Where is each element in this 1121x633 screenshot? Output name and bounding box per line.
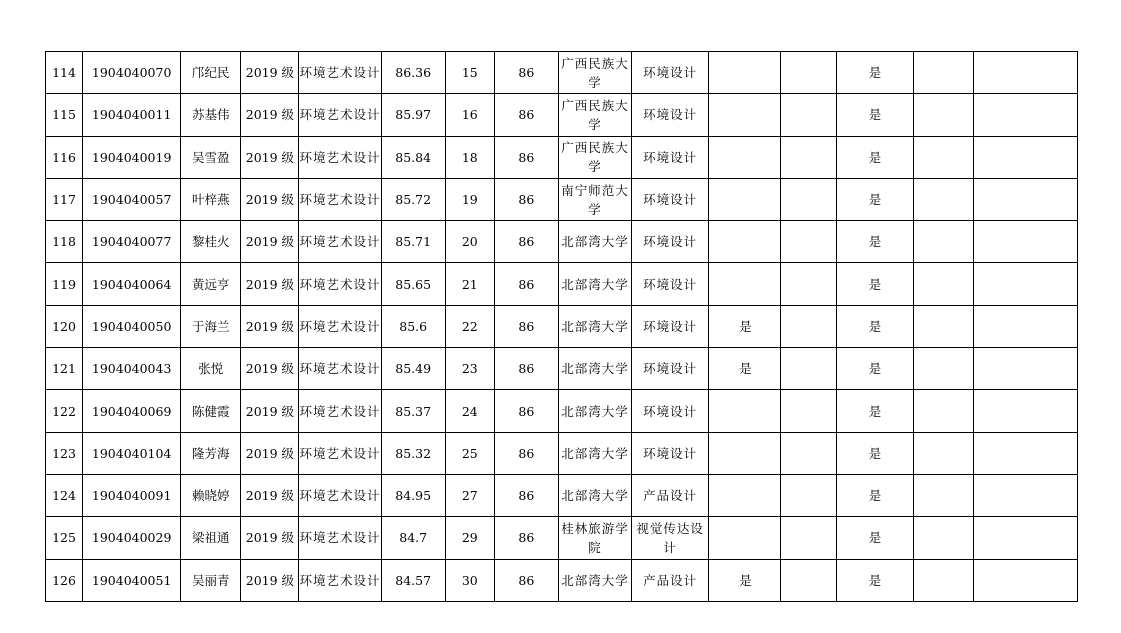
total-count-cell: 86 (494, 390, 558, 432)
original-major-cell: 环境艺术设计 (299, 52, 381, 94)
table-row (46, 517, 1078, 559)
flag-cell-5 (973, 474, 1077, 516)
row-number-cell: 120 (46, 305, 83, 347)
score-cell: 85.49 (381, 348, 445, 390)
original-major-cell: 环境艺术设计 (299, 221, 381, 263)
flag-cell-3: 是 (837, 52, 913, 94)
flag-cell-4 (913, 221, 973, 263)
grade-cell: 2019 级 (241, 263, 299, 305)
row-number-cell: 114 (46, 52, 83, 94)
student-name-cell: 隆芳海 (181, 432, 241, 474)
flag-cell-4 (913, 390, 973, 432)
flag-cell-5 (973, 263, 1077, 305)
target-college-cell: 北部湾大学 (558, 390, 631, 432)
total-count-cell: 86 (494, 136, 558, 178)
table-row (46, 390, 1078, 432)
rank-cell: 30 (445, 559, 494, 601)
table-row (46, 305, 1078, 347)
rank-cell: 24 (445, 390, 494, 432)
rank-cell: 21 (445, 263, 494, 305)
table-row (46, 136, 1078, 178)
flag-cell-4 (913, 474, 973, 516)
rank-cell: 25 (445, 432, 494, 474)
rank-cell: 15 (445, 52, 494, 94)
row-number-cell: 119 (46, 263, 83, 305)
student-name-cell: 吴雪盈 (181, 136, 241, 178)
grade-cell: 2019 级 (241, 178, 299, 220)
flag-cell-4 (913, 432, 973, 474)
target-major-cell: 产品设计 (632, 559, 709, 601)
grade-cell: 2019 级 (241, 305, 299, 347)
student-id-cell: 1904040029 (83, 517, 181, 559)
score-cell: 85.65 (381, 263, 445, 305)
score-cell: 84.7 (381, 517, 445, 559)
row-number-cell: 123 (46, 432, 83, 474)
student-id-cell: 1904040069 (83, 390, 181, 432)
grade-cell: 2019 级 (241, 52, 299, 94)
student-id-cell: 1904040043 (83, 348, 181, 390)
student-name-cell: 赖晓婷 (181, 474, 241, 516)
table-row (46, 52, 1078, 94)
flag-cell-4 (913, 348, 973, 390)
student-name-cell: 黄远亨 (181, 263, 241, 305)
flag-cell-4 (913, 263, 973, 305)
total-count-cell: 86 (494, 474, 558, 516)
flag-cell-5 (973, 221, 1077, 263)
flag-cell-3: 是 (837, 517, 913, 559)
score-cell: 85.6 (381, 305, 445, 347)
flag-cell-2 (781, 52, 837, 94)
student-name-cell: 梁祖通 (181, 517, 241, 559)
grade-cell: 2019 级 (241, 221, 299, 263)
flag-cell-5 (973, 559, 1077, 601)
grade-cell: 2019 级 (241, 559, 299, 601)
target-college-cell: 桂林旅游学院 (558, 517, 631, 559)
table-row (46, 178, 1078, 220)
flag-cell-5 (973, 432, 1077, 474)
flag-cell-1 (709, 263, 781, 305)
student-id-cell: 1904040057 (83, 178, 181, 220)
rank-cell: 22 (445, 305, 494, 347)
flag-cell-1 (709, 221, 781, 263)
flag-cell-2 (781, 136, 837, 178)
student-id-cell: 1904040070 (83, 52, 181, 94)
row-number-cell: 125 (46, 517, 83, 559)
flag-cell-4 (913, 136, 973, 178)
flag-cell-1: 是 (709, 305, 781, 347)
row-number-cell: 117 (46, 178, 83, 220)
flag-cell-1: 是 (709, 348, 781, 390)
flag-cell-1 (709, 390, 781, 432)
target-college-cell: 北部湾大学 (558, 432, 631, 474)
student-id-cell: 1904040050 (83, 305, 181, 347)
flag-cell-3: 是 (837, 390, 913, 432)
target-college-cell: 北部湾大学 (558, 221, 631, 263)
target-major-cell: 环境设计 (632, 348, 709, 390)
flag-cell-2 (781, 348, 837, 390)
grade-cell: 2019 级 (241, 390, 299, 432)
student-id-cell: 1904040019 (83, 136, 181, 178)
original-major-cell: 环境艺术设计 (299, 474, 381, 516)
flag-cell-5 (973, 348, 1077, 390)
student-id-cell: 1904040011 (83, 94, 181, 136)
target-major-cell: 环境设计 (632, 136, 709, 178)
flag-cell-2 (781, 221, 837, 263)
flag-cell-2 (781, 178, 837, 220)
flag-cell-1 (709, 136, 781, 178)
student-roster-table (45, 51, 1078, 602)
row-number-cell: 122 (46, 390, 83, 432)
flag-cell-5 (973, 178, 1077, 220)
flag-cell-2 (781, 517, 837, 559)
original-major-cell: 环境艺术设计 (299, 178, 381, 220)
target-college-cell: 北部湾大学 (558, 348, 631, 390)
rank-cell: 19 (445, 178, 494, 220)
original-major-cell: 环境艺术设计 (299, 390, 381, 432)
flag-cell-4 (913, 517, 973, 559)
table-row (46, 474, 1078, 516)
flag-cell-3: 是 (837, 348, 913, 390)
table-row (46, 432, 1078, 474)
total-count-cell: 86 (494, 52, 558, 94)
target-college-cell: 广西民族大学 (558, 136, 631, 178)
target-major-cell: 视觉传达设计 (632, 517, 709, 559)
student-id-cell: 1904040064 (83, 263, 181, 305)
total-count-cell: 86 (494, 517, 558, 559)
target-major-cell: 环境设计 (632, 432, 709, 474)
grade-cell: 2019 级 (241, 517, 299, 559)
original-major-cell: 环境艺术设计 (299, 432, 381, 474)
flag-cell-5 (973, 136, 1077, 178)
flag-cell-2 (781, 305, 837, 347)
total-count-cell: 86 (494, 305, 558, 347)
target-major-cell: 产品设计 (632, 474, 709, 516)
target-college-cell: 广西民族大学 (558, 52, 631, 94)
flag-cell-3: 是 (837, 221, 913, 263)
student-name-cell: 邝纪民 (181, 52, 241, 94)
roster-body (46, 52, 1078, 602)
flag-cell-3: 是 (837, 305, 913, 347)
student-name-cell: 吴丽青 (181, 559, 241, 601)
score-cell: 85.37 (381, 390, 445, 432)
flag-cell-3: 是 (837, 178, 913, 220)
flag-cell-1 (709, 432, 781, 474)
grade-cell: 2019 级 (241, 474, 299, 516)
flag-cell-1 (709, 517, 781, 559)
total-count-cell: 86 (494, 94, 558, 136)
table-row (46, 559, 1078, 601)
student-id-cell: 1904040051 (83, 559, 181, 601)
flag-cell-5 (973, 517, 1077, 559)
target-college-cell: 北部湾大学 (558, 305, 631, 347)
target-major-cell: 环境设计 (632, 390, 709, 432)
flag-cell-5 (973, 305, 1077, 347)
flag-cell-1 (709, 474, 781, 516)
rank-cell: 29 (445, 517, 494, 559)
flag-cell-5 (973, 390, 1077, 432)
flag-cell-4 (913, 178, 973, 220)
target-college-cell: 南宁师范大学 (558, 178, 631, 220)
grade-cell: 2019 级 (241, 94, 299, 136)
total-count-cell: 86 (494, 221, 558, 263)
original-major-cell: 环境艺术设计 (299, 305, 381, 347)
student-name-cell: 黎桂火 (181, 221, 241, 263)
target-major-cell: 环境设计 (632, 52, 709, 94)
flag-cell-5 (973, 94, 1077, 136)
target-major-cell: 环境设计 (632, 178, 709, 220)
original-major-cell: 环境艺术设计 (299, 348, 381, 390)
student-id-cell: 1904040104 (83, 432, 181, 474)
total-count-cell: 86 (494, 432, 558, 474)
original-major-cell: 环境艺术设计 (299, 559, 381, 601)
row-number-cell: 121 (46, 348, 83, 390)
target-college-cell: 广西民族大学 (558, 94, 631, 136)
flag-cell-3: 是 (837, 94, 913, 136)
student-name-cell: 叶梓燕 (181, 178, 241, 220)
grade-cell: 2019 级 (241, 432, 299, 474)
flag-cell-4 (913, 559, 973, 601)
flag-cell-2 (781, 390, 837, 432)
score-cell: 85.32 (381, 432, 445, 474)
flag-cell-2 (781, 263, 837, 305)
rank-cell: 18 (445, 136, 494, 178)
flag-cell-1 (709, 94, 781, 136)
total-count-cell: 86 (494, 263, 558, 305)
flag-cell-1 (709, 178, 781, 220)
grade-cell: 2019 级 (241, 136, 299, 178)
flag-cell-1 (709, 52, 781, 94)
flag-cell-3: 是 (837, 432, 913, 474)
score-cell: 86.36 (381, 52, 445, 94)
total-count-cell: 86 (494, 559, 558, 601)
row-number-cell: 118 (46, 221, 83, 263)
original-major-cell: 环境艺术设计 (299, 136, 381, 178)
rank-cell: 27 (445, 474, 494, 516)
target-major-cell: 环境设计 (632, 94, 709, 136)
student-id-cell: 1904040077 (83, 221, 181, 263)
score-cell: 85.72 (381, 178, 445, 220)
score-cell: 85.97 (381, 94, 445, 136)
table-row (46, 94, 1078, 136)
flag-cell-5 (973, 52, 1077, 94)
flag-cell-1: 是 (709, 559, 781, 601)
table-row (46, 263, 1078, 305)
score-cell: 85.84 (381, 136, 445, 178)
student-name-cell: 于海兰 (181, 305, 241, 347)
flag-cell-3: 是 (837, 136, 913, 178)
student-name-cell: 张悦 (181, 348, 241, 390)
score-cell: 84.57 (381, 559, 445, 601)
row-number-cell: 115 (46, 94, 83, 136)
flag-cell-3: 是 (837, 474, 913, 516)
student-name-cell: 苏基伟 (181, 94, 241, 136)
total-count-cell: 86 (494, 348, 558, 390)
flag-cell-4 (913, 305, 973, 347)
target-major-cell: 环境设计 (632, 305, 709, 347)
flag-cell-4 (913, 94, 973, 136)
row-number-cell: 126 (46, 559, 83, 601)
grade-cell: 2019 级 (241, 348, 299, 390)
rank-cell: 16 (445, 94, 494, 136)
original-major-cell: 环境艺术设计 (299, 263, 381, 305)
rank-cell: 20 (445, 221, 494, 263)
target-college-cell: 北部湾大学 (558, 559, 631, 601)
flag-cell-3: 是 (837, 263, 913, 305)
student-name-cell: 陈健霞 (181, 390, 241, 432)
table-row (46, 221, 1078, 263)
table-row (46, 348, 1078, 390)
target-major-cell: 环境设计 (632, 221, 709, 263)
target-major-cell: 环境设计 (632, 263, 709, 305)
original-major-cell: 环境艺术设计 (299, 94, 381, 136)
row-number-cell: 116 (46, 136, 83, 178)
flag-cell-2 (781, 94, 837, 136)
flag-cell-2 (781, 432, 837, 474)
flag-cell-2 (781, 474, 837, 516)
original-major-cell: 环境艺术设计 (299, 517, 381, 559)
rank-cell: 23 (445, 348, 494, 390)
flag-cell-2 (781, 559, 837, 601)
flag-cell-3: 是 (837, 559, 913, 601)
score-cell: 85.71 (381, 221, 445, 263)
target-college-cell: 北部湾大学 (558, 263, 631, 305)
row-number-cell: 124 (46, 474, 83, 516)
total-count-cell: 86 (494, 178, 558, 220)
flag-cell-4 (913, 52, 973, 94)
score-cell: 84.95 (381, 474, 445, 516)
target-college-cell: 北部湾大学 (558, 474, 631, 516)
student-id-cell: 1904040091 (83, 474, 181, 516)
